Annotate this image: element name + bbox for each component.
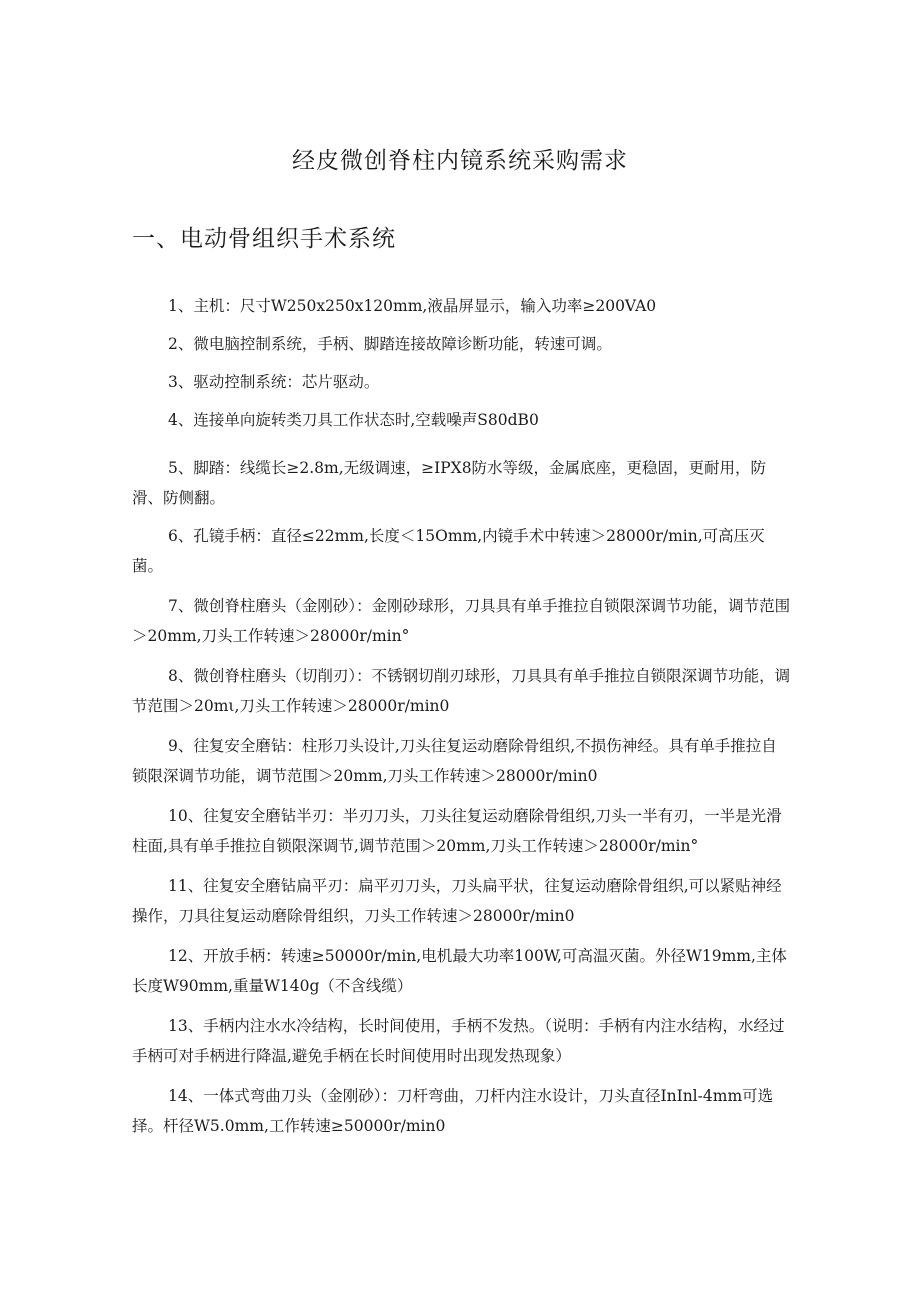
requirement-item-3: 3、驱动控制系统：芯片驱动。 [168,373,380,391]
requirement-item-10: 10、往复安全磨钻半刃：半刃刀头，刀头往复运动磨除骨组织,刀头一半有刃，一半是光滑柱面,具有单手推拉自锁限深调节,调节范围＞20mm,刀头工作转速＞28000r/min° [132,807,782,855]
requirement-list [132,291,792,1141]
requirement-item-13: 13、手柄内注水水冷结构，长时间使用，手柄不发热。（说明：手柄有内注水结构，水经过手柄可对手柄进行降温,避免手柄在长时间使用时出现发热现象） [132,1017,785,1065]
requirement-item-8: 8、微创脊柱磨头（切削刃）：不锈钢切削刃球形，刀具具有单手推拉自锁限深调节功能，调节范围＞20mι,刀头工作转速＞28000r/min0 [132,667,791,715]
requirement-item-7: 7、微创脊柱磨头（金刚砂）：金刚砂球形，刀具具有单手推拉自锁限深调节功能，调节范围＞20mm,刀头工作转速＞28000r/min° [132,597,791,645]
section-heading: 一、电动骨组织手术系统 [132,226,396,252]
requirement-item-2: 2、微电脑控制系统，手柄、脚踏连接故障诊断功能，转速可调。 [168,335,612,353]
requirement-item-1: 1、主机：尺寸W250x250x120mm,液晶屏显示，输入功率≥200VA0 [168,297,657,315]
requirement-item-14: 14、一体式弯曲刀头（金刚砂）：刀杆弯曲，刀杆内注水设计，刀头直径InInl-4mm可选择。杆径W5.0mm,工作转速≥50000r/min0 [132,1087,774,1135]
requirement-item-11: 11、往复安全磨钻扁平刃：扁平刃刀头，刀头扁平状，往复运动磨除骨组织,可以紧贴神经操作，刀具往复运动磨除骨组织，刀头工作转速＞28000r/min0 [132,877,782,925]
requirement-item-12: 12、开放手柄：转速≥50000r/min,电机最大功率100W,可高温灭菌。外径W19mm,主体长度W90mm,重量W140g（不含线缆） [132,947,787,995]
document-title: 经皮微创脊柱内镜系统采购需求 [292,148,628,174]
requirement-item-9: 9、往复安全磨钻：柱形刀头设计,刀头往复运动磨除骨组织,不损伤神经。具有单手推拉自锁限深调节功能，调节范围＞20mm,刀头工作转速＞28000r/min0 [132,737,777,785]
requirement-item-4: 4、连接单向旋转类刀具工作状态时,空载噪声S80dB0 [168,411,539,429]
requirement-item-5: 5、脚踏：线缆长≥2.8m,无级调速，≥IPX8防水等级，金属底座，更稳固，更耐用，防滑、防侧翻。 [132,459,767,507]
requirement-item-6: 6、孔镜手柄：直径≤22mm,长度＜15Omm,内镜手术中转速＞28000r/min,可高压灭菌。 [132,527,765,575]
